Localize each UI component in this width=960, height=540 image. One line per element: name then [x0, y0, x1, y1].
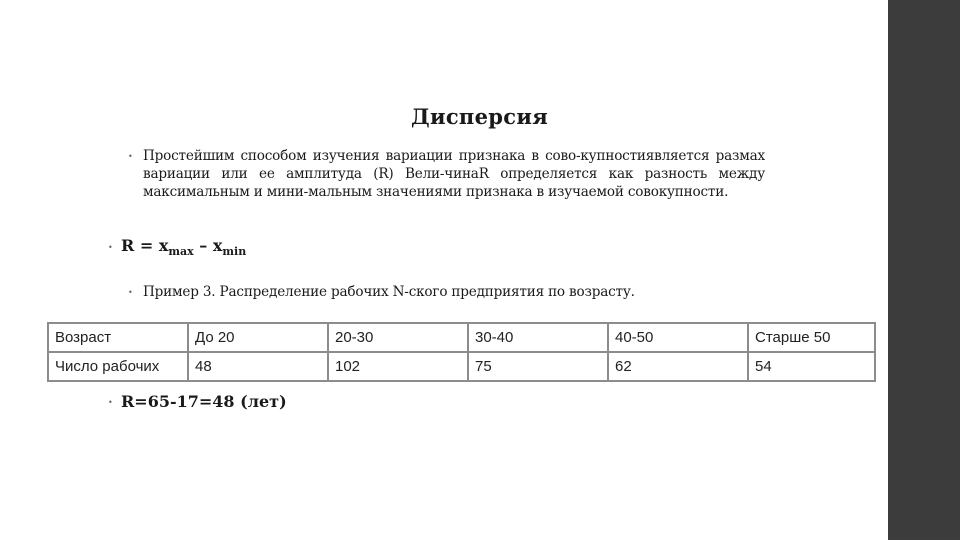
- side-bar: [888, 0, 960, 540]
- table-row: [48, 323, 875, 352]
- bullet-icon: •: [108, 398, 113, 407]
- table-cell: Возраст: [48, 323, 188, 352]
- example-caption: Пример 3. Распределение рабочих N-ского предприятия по возрасту.: [143, 284, 635, 300]
- bullet-icon: •: [128, 152, 133, 161]
- formula-lhs: R = x: [121, 236, 169, 255]
- table-cell: 40-50: [608, 323, 748, 352]
- table-cell: 30-40: [468, 323, 608, 352]
- table-cell: Старше 50: [748, 323, 875, 352]
- table-cell: 20-30: [328, 323, 468, 352]
- slide-title: Дисперсия: [411, 104, 549, 129]
- table-cell: 54: [748, 352, 875, 381]
- table-row: [48, 352, 875, 381]
- formula-max-subscript: max: [168, 245, 194, 258]
- table-cell: До 20: [188, 323, 328, 352]
- table-cell: 62: [608, 352, 748, 381]
- definition-paragraph: Простейшим способом изучения вариации признака в сово-купностиявляется размах вариации или ее амплитуда (R) Вели-чинаR определяется как разность между максимальным и мини-мальным значениями признака в изучаемой совокупности.: [143, 148, 765, 200]
- table-cell: Число рабочих: [48, 352, 188, 381]
- bullet-icon: •: [128, 288, 133, 297]
- result-formula: R=65-17=48 (лет): [121, 392, 287, 411]
- formula-minus: – x: [193, 236, 223, 255]
- table-cell: 75: [468, 352, 608, 381]
- age-distribution-table: [47, 322, 876, 382]
- table-cell: 102: [328, 352, 468, 381]
- formula-min-subscript: min: [222, 245, 247, 258]
- bullet-icon: •: [108, 243, 113, 252]
- table-cell: 48: [188, 352, 328, 381]
- range-formula: [121, 236, 246, 258]
